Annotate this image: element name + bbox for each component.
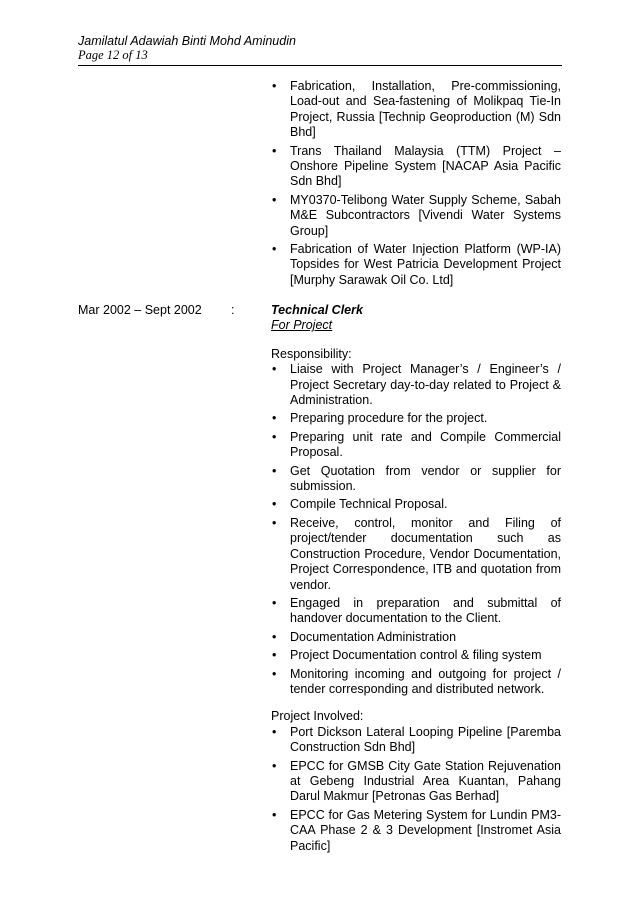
projects-list [271, 725, 561, 854]
list-item: • EPCC for GMSB City Gate Station Rejuvenation at Gebeng Industrial Area Kuantan, Pahang Darul Makmur [Petronas Gas Berhad] [271, 759, 561, 805]
job-subtitle: For Project [271, 318, 333, 333]
list-item: • Monitoring incoming and outgoing for project / tender corresponding and distributed network. [271, 667, 561, 698]
list-item: • Engaged in preparation and submittal of handover documentation to the Client. [271, 596, 561, 627]
list-item: • EPCC for Gas Metering System for Lundin PM3-CAA Phase 2 & 3 Development [Instromet Asia Pacific] [271, 808, 561, 854]
list-item: • Preparing procedure for the project. [271, 411, 561, 426]
list-item: • Trans Thailand Malaysia (TTM) Project – Onshore Pipeline System [NACAP Asia Pacific Sdn Bhd] [271, 144, 561, 190]
list-item: • Fabrication of Water Injection Platform (WP-IA) Topsides for West Patricia Development Project [Murphy Sarawak Oil Co. Ltd] [271, 242, 561, 288]
job-date: Mar 2002 – Sept 2002 [78, 303, 202, 317]
list-item: • Get Quotation from vendor or supplier for submission. [271, 464, 561, 495]
list-item: • Compile Technical Proposal. [271, 497, 561, 512]
top-projects-column [271, 79, 561, 291]
list-item: • Project Documentation control & filing system [271, 648, 561, 663]
top-projects-list [271, 79, 561, 288]
list-item: • Documentation Administration [271, 630, 561, 645]
list-item: • Preparing unit rate and Compile Commercial Proposal. [271, 430, 561, 461]
list-item: • MY0370-Telibong Water Supply Scheme, Sabah M&E Subcontractors [Vivendi Water Systems Group] [271, 193, 561, 239]
responsibility-list [271, 362, 561, 697]
job-column [271, 303, 561, 857]
list-item: • Receive, control, monitor and Filing of project/tender documentation such as Construction Procedure, Vendor Documentation, Project Correspondence, ITB and quotation from vendor. [271, 516, 561, 593]
header-rule [78, 65, 562, 66]
page-header [78, 34, 562, 66]
header-page-number: Page 12 of 13 [78, 48, 148, 62]
list-item: • Port Dickson Lateral Looping Pipeline [Paremba Construction Sdn Bhd] [271, 725, 561, 756]
list-item: • Liaise with Project Manager’s / Engineer’s / Project Secretary day-to-day related to Project & Administration. [271, 362, 561, 408]
header-name: Jamilatul Adawiah Binti Mohd Aminudin [78, 34, 296, 48]
responsibility-heading: Responsibility: [271, 346, 352, 361]
projects-heading: Project Involved: [271, 709, 364, 724]
list-item: • Fabrication, Installation, Pre-commissioning, Load-out and Sea-fastening of Molikpaq Tie-In Project, Russia [Technip Geoproduction (M) Sdn Bhd] [271, 79, 561, 141]
job-title: Technical Clerk [271, 303, 363, 317]
job-colon: : [231, 303, 235, 317]
